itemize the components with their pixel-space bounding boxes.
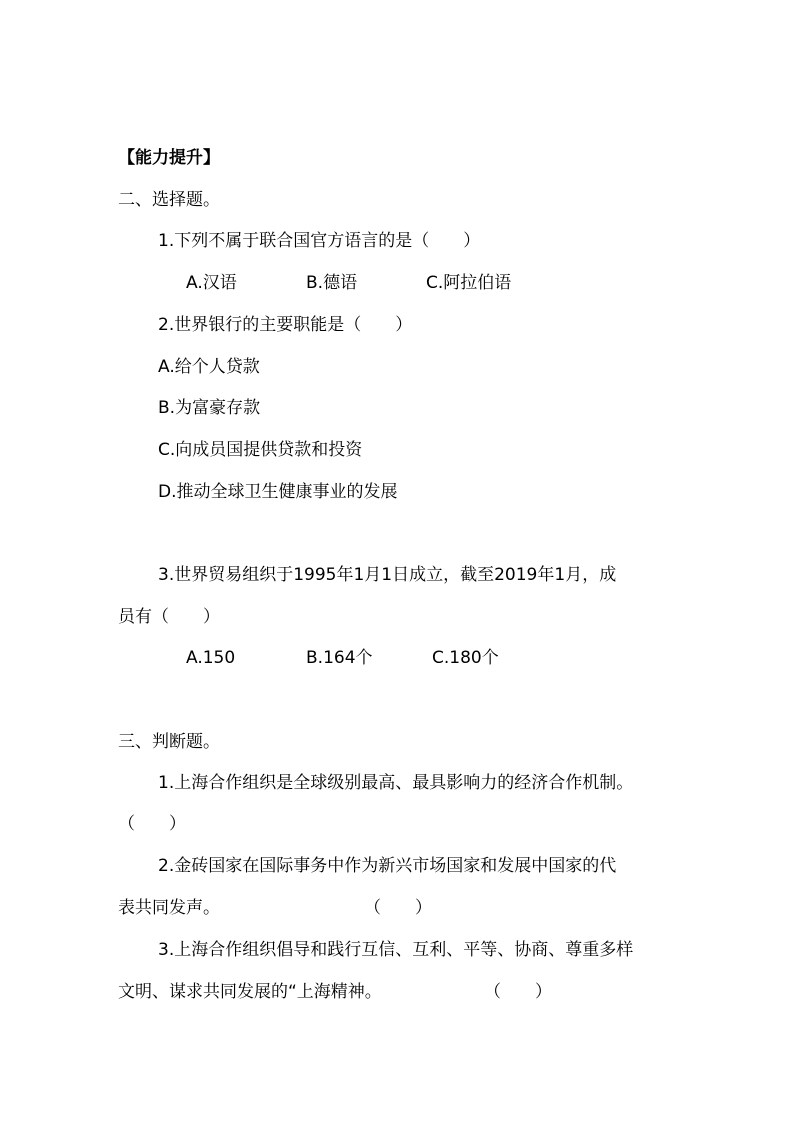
q3-2-line1: 2.金砖国家在国际事务中作为新兴市场国家和发展中国家的代 bbox=[158, 856, 617, 876]
q3-3-line2: 文明、谋求共同发展的“上海精神。 bbox=[118, 982, 382, 1002]
q3-1-answer-paren: （ ） bbox=[118, 814, 186, 834]
section-title: 【能力提升】 bbox=[118, 148, 220, 168]
q3-3-line1: 3.上海合作组织倡导和践行互信、互利、平等、协商、尊重多样 bbox=[158, 940, 634, 960]
q3-2-line2: 表共同发声。 bbox=[118, 898, 220, 918]
q2-3-option-c: C.180个 bbox=[432, 648, 499, 668]
q2-2-option-d: D.推动全球卫生健康事业的发展 bbox=[158, 482, 398, 502]
q2-1-option-b: B.德语 bbox=[306, 273, 358, 293]
q2-3-option-b: B.164个 bbox=[306, 648, 373, 668]
q2-3-stem-line1: 3.世界贸易组织于1995年1月1日成立，截至2019年1月，成 bbox=[158, 565, 617, 585]
part3-heading: 三、判断题。 bbox=[118, 732, 220, 752]
q2-2-option-b: B.为富豪存款 bbox=[158, 398, 261, 418]
q2-2-stem: 2.世界银行的主要职能是（ ） bbox=[158, 315, 413, 335]
q2-2-option-c: C.向成员国提供贷款和投资 bbox=[158, 440, 363, 460]
q2-1-option-c: C.阿拉伯语 bbox=[426, 273, 512, 293]
part2-heading: 二、选择题。 bbox=[118, 190, 220, 210]
q2-1-stem: 1.下列不属于联合国官方语言的是（ ） bbox=[158, 231, 481, 251]
q3-3-answer-paren: （ ） bbox=[484, 982, 552, 1002]
q2-2-option-a: A.给个人贷款 bbox=[158, 357, 260, 377]
q2-3-stem-line2: 员有（ ） bbox=[118, 607, 220, 627]
q3-1-line1: 1.上海合作组织是全球级别最高、最具影响力的经济合作机制。 bbox=[158, 773, 634, 793]
q3-2-answer-paren: （ ） bbox=[364, 898, 432, 918]
q2-1-option-a: A.汉语 bbox=[186, 273, 237, 293]
q2-3-option-a: A.150 bbox=[186, 648, 236, 668]
